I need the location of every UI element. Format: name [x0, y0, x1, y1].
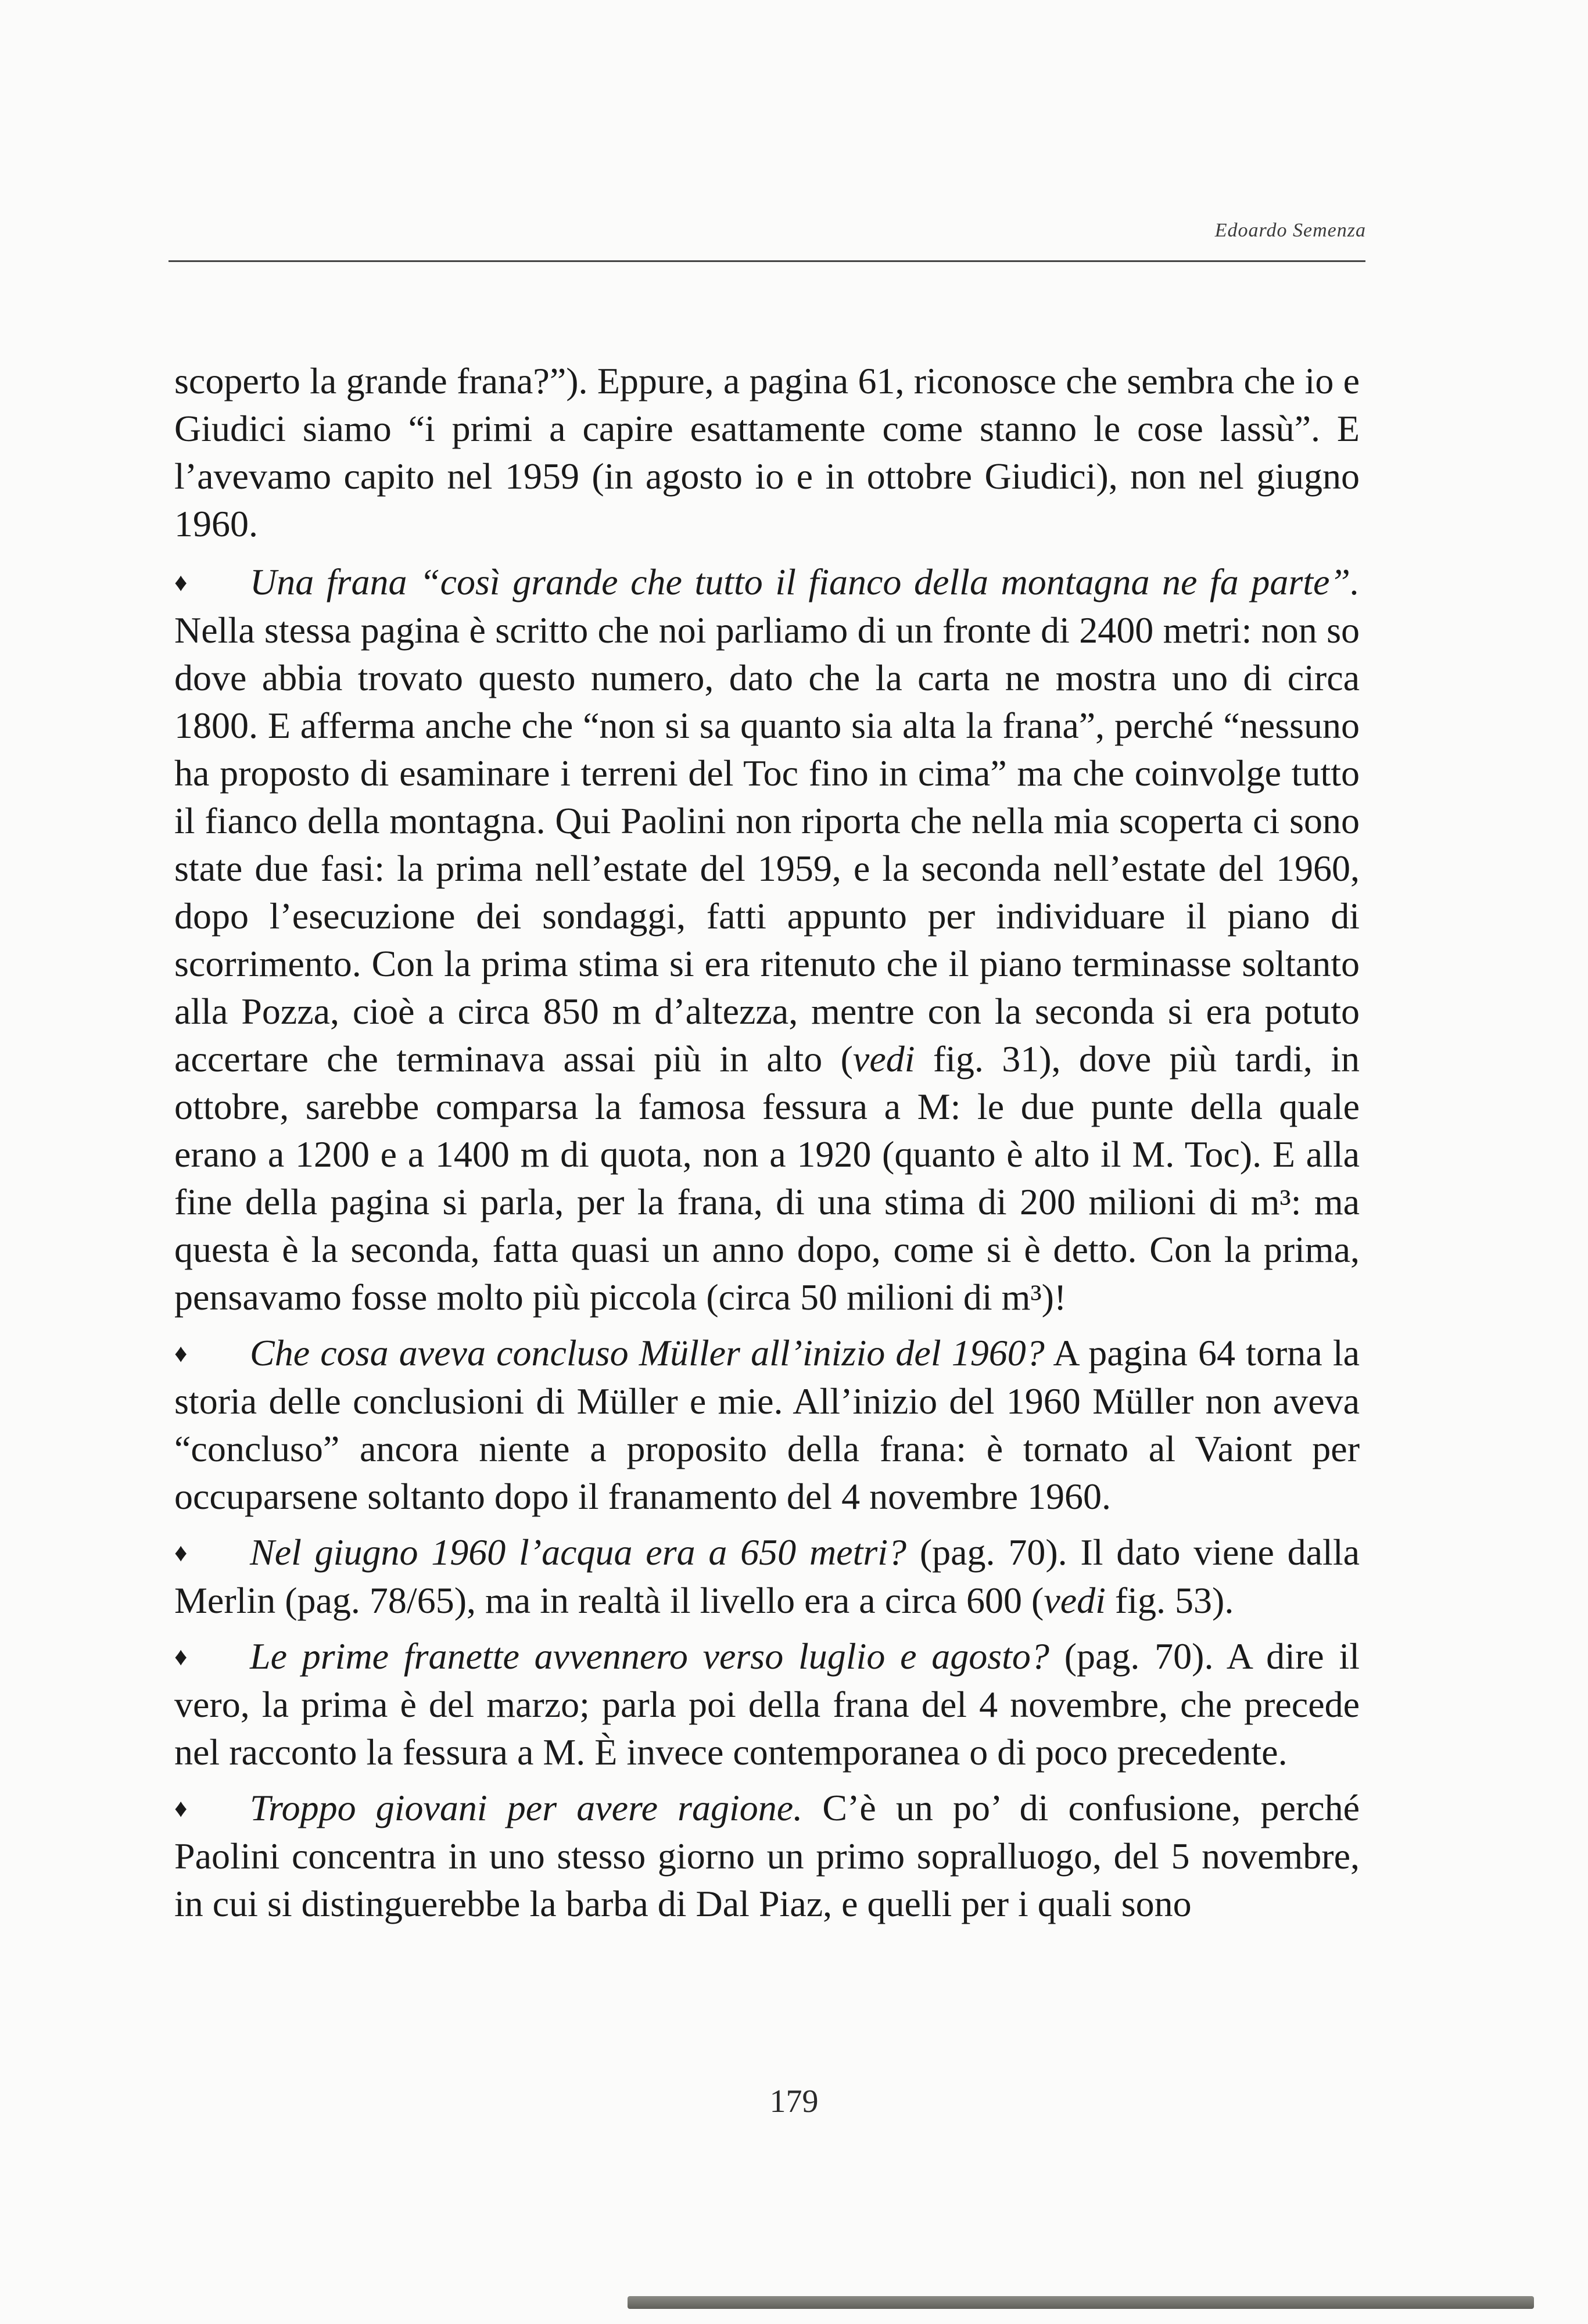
text-run: A pagina 64 torna la storia delle conclusioni di Müller e mie. All’inizio del 1960 Müller non aveva “concluso” ancora niente a proposito della frana: è tornato al Vaiont per occuparsene soltanto dopo il franamento del 4 novembre 1960.	[174, 1332, 1360, 1517]
italic-text: Troppo giovani per avere ragione.	[250, 1787, 803, 1828]
page-number: 179	[769, 2083, 819, 2119]
text-run: (pag. 70). A dire il vero, la prima è del marzo; parla poi della frana del 4 novembre, che precede nel racconto la fessura a M. È invece contemporanea o di poco precedente.	[174, 1636, 1360, 1773]
italic-text: vedi	[852, 1038, 915, 1079]
paragraph	[174, 1633, 1360, 1776]
italic-text: vedi	[1044, 1580, 1106, 1621]
bullet-diamond-icon: ♦	[174, 1794, 188, 1823]
bullet-diamond-icon: ♦	[174, 1339, 188, 1368]
text-run: C’è un po’ di confusione, perché Paolini concentra in uno stesso giorno un primo sopralluogo, del 5 novembre, in cui si distinguerebbe la barba di Dal Piaz, e quelli per i quali sono	[174, 1787, 1360, 1924]
text-run: scoperto la grande frana?”). Eppure, a pagina 61, riconosce che sembra che io e Giudici siamo “i primi a capire esattamente come stanno le cose lassù”. E l’avevamo capito nel 1959 (in agosto io e in ottobre Giudici), non nel giugno 1960.	[174, 360, 1360, 544]
bullet-diamond-icon: ♦	[174, 1538, 188, 1567]
paragraph	[174, 558, 1360, 1321]
header-rule	[169, 260, 1365, 262]
italic-text: Nel giugno 1960 l’acqua era a 650 metri?	[250, 1532, 907, 1573]
bullet-diamond-icon: ♦	[174, 1642, 188, 1671]
paragraph	[174, 357, 1360, 548]
text-run: fig. 53).	[1105, 1580, 1234, 1621]
page-edge-shadow	[628, 2296, 1534, 2309]
text-run: fig. 31), dove più tardi, in ottobre, sarebbe comparsa la famosa fessura a M: le due punte della quale erano a 1200 e a 1400 m di quota, non a 1920 (quanto è alto il M. Toc). E alla fine della pagina si parla, per la frana, di una stima di 200 milioni di m³: ma questa è la seconda, fatta quasi un anno dopo, come si è detto. Con la prima, pensavamo fosse molto più piccola (circa 50 milioni di m³)!	[174, 1038, 1360, 1318]
italic-text: Che cosa aveva concluso Müller all’inizio del 1960?	[250, 1332, 1045, 1373]
paragraph	[174, 1329, 1360, 1520]
text-run: (pag. 70). Il dato viene dalla Merlin (pag. 78/65), ma in realtà il livello era a circa 600 (	[174, 1532, 1360, 1621]
text-run: Nella stessa pagina è scritto che noi parliamo di un fronte di 2400 metri: non so dove abbia trovato questo numero, dato che la carta ne mostra uno di circa 1800. E afferma anche che “non si sa quanto sia alta la frana”, perché “nessuno ha proposto di esaminare i terreni del Toc fino in cima” ma che coinvolge tutto il fianco della montagna. Qui Paolini non riporta che nella mia scoperta ci sono state due fasi: la prima nell’estate del 1959, e la seconda nell’estate del 1960, dopo l’esecuzione dei sondaggi, fatti appunto per individuare il piano di scorrimento. Con la prima stima si era ritenuto che il piano terminasse soltanto alla Pozza, cioè a circa 850 m d’altezza, mentre con la seconda si era potuto accertare che terminava assai più in alto (	[174, 609, 1360, 1079]
running-head: Edoardo Semenza	[1214, 220, 1366, 241]
paragraph	[174, 1784, 1360, 1928]
italic-text: Una frana “così grande che tutto il fianco della montagna ne fa parte”.	[250, 561, 1360, 602]
paragraph	[174, 1529, 1360, 1624]
italic-text: Le prime franette avvennero verso luglio e agosto?	[250, 1636, 1049, 1677]
bullet-diamond-icon: ♦	[174, 568, 188, 597]
body-text	[174, 357, 1360, 1936]
